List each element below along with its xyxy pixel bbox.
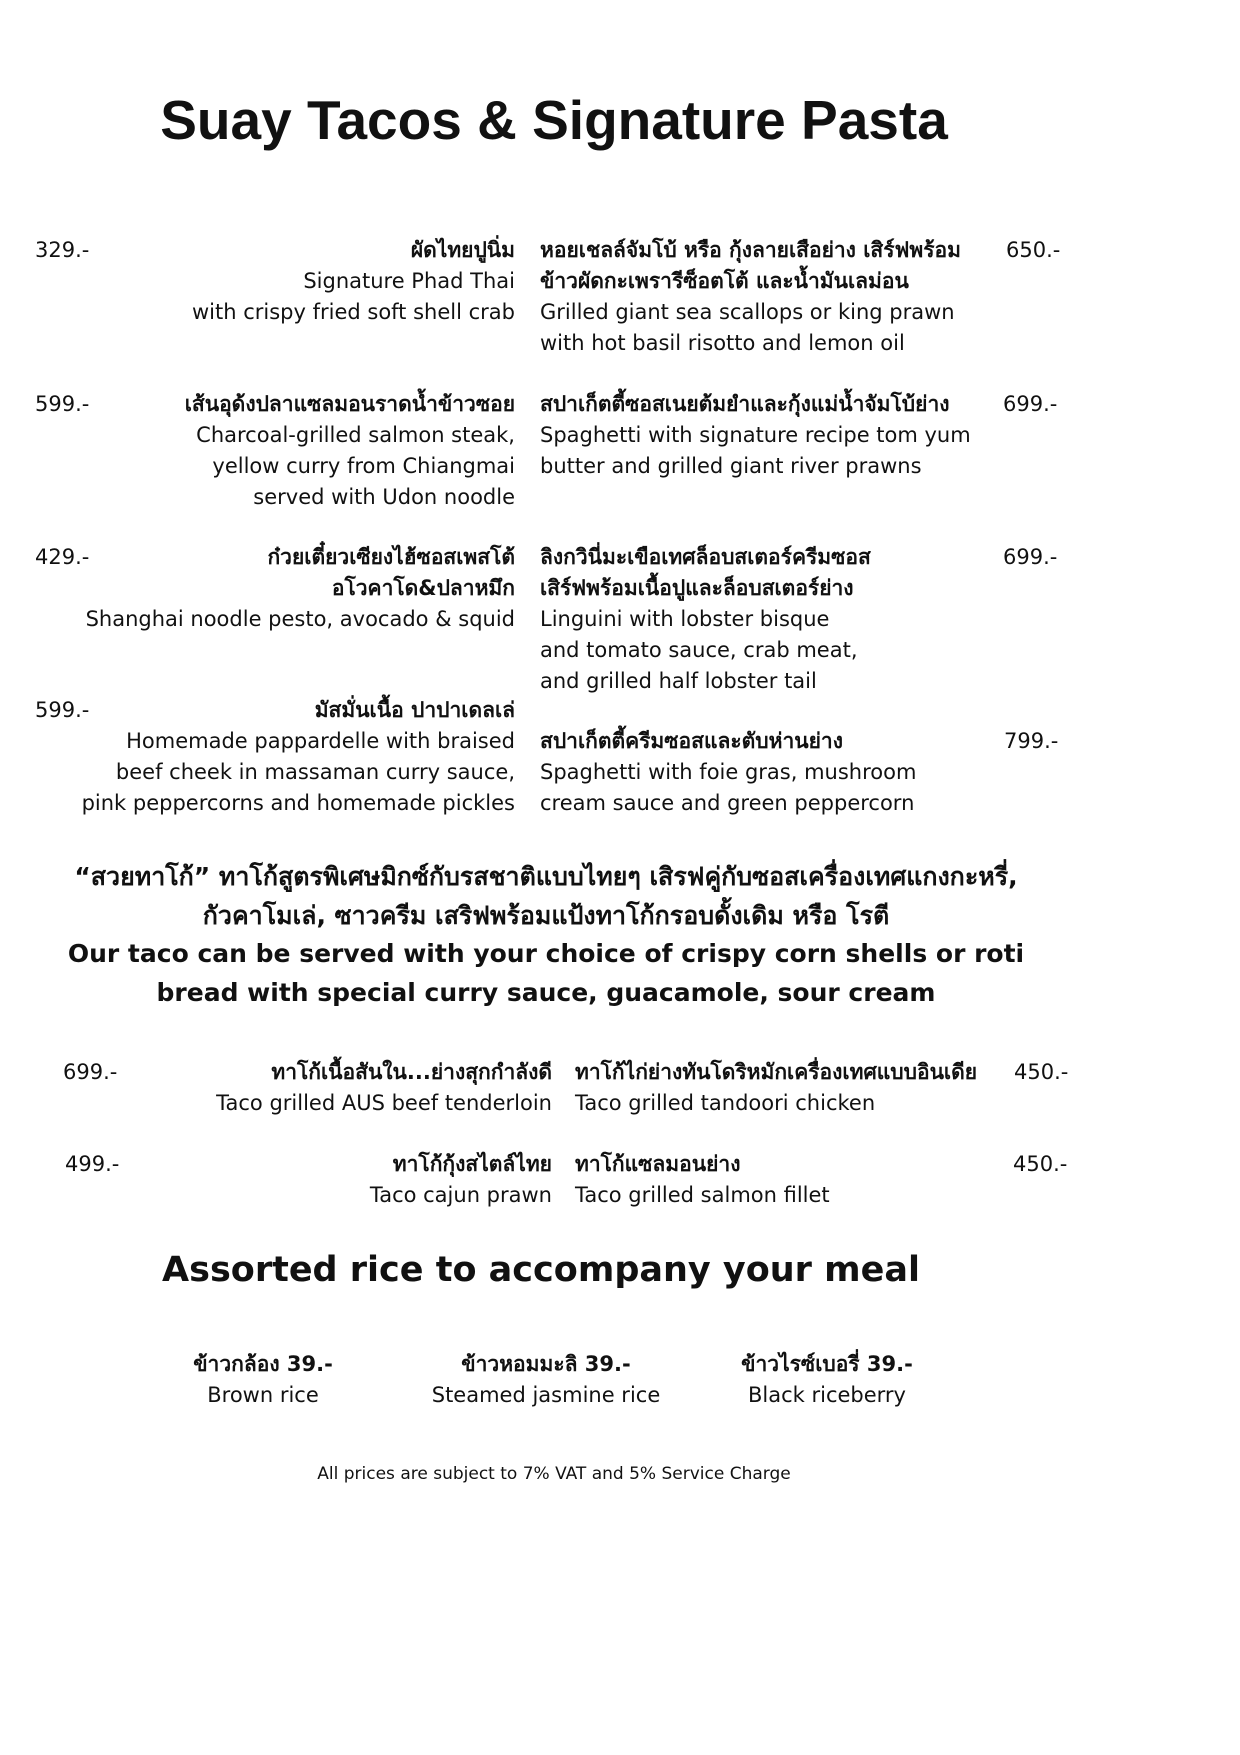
item-description: Linguini with lobster bisque: [540, 607, 830, 631]
item-thai-name: สปาเก็ตตี้ซอสเนยต้มยำและกุ้งแม่น้ำจัมโบ้ย่าง: [540, 392, 950, 416]
menu-item: [575, 1057, 977, 1119]
item-description: with crispy fried soft shell crab: [191, 300, 515, 324]
item-thai-name: ผัดไทยปูนิ่ม: [410, 238, 515, 262]
menu-item: [82, 695, 515, 819]
item-price: 499.-: [65, 1152, 120, 1176]
item-description: cream sauce and green peppercorn: [540, 791, 915, 815]
item-price: 799.-: [1004, 729, 1059, 753]
page-title: Suay Tacos & Signature Pasta: [160, 89, 948, 151]
item-description: pink peppercorns and homemade pickles: [81, 791, 515, 815]
rice-thai: ข้าวกล้อง 39.-: [193, 1352, 333, 1376]
item-price: 699.-: [1003, 545, 1058, 569]
intro-line: bread with special curry sauce, guacamole, sour cream: [156, 977, 936, 1007]
item-description: served with Udon noodle: [253, 485, 515, 509]
menu-item: [540, 235, 961, 359]
item-price: 599.-: [35, 392, 90, 416]
item-description: with hot basil risotto and lemon oil: [540, 331, 905, 355]
item-price: 429.-: [35, 545, 90, 569]
item-description: Taco grilled salmon fillet: [575, 1183, 830, 1207]
item-description: Taco grilled AUS beef tenderloin: [216, 1091, 552, 1115]
item-description: Spaghetti with signature recipe tom yum: [540, 423, 971, 447]
item-price: 450.-: [1013, 1152, 1068, 1176]
menu-item: [216, 1057, 552, 1119]
rice-item: [677, 1349, 977, 1411]
item-thai-name: ทาโก้แซลมอนย่าง: [575, 1152, 741, 1176]
item-thai-name: ทาโก้เนื้อสันใน...ย่างสุกกำลังดี: [271, 1060, 552, 1084]
rice-thai: ข้าวไรซ์เบอรี่ 39.-: [741, 1352, 913, 1376]
menu-item: [185, 389, 515, 513]
rice-item: [396, 1349, 696, 1411]
item-description: beef cheek in massaman curry sauce,: [115, 760, 515, 784]
rice-thai: ข้าวหอมมะลิ 39.-: [461, 1352, 631, 1376]
item-thai-name: มัสมั่นเนื้อ ปาปาเดลเล่: [314, 698, 515, 722]
menu-item: [86, 542, 515, 635]
intro-line: “สวยทาโก้” ทาโก้สูตรพิเศษมิกซ์กับรสชาติแบบไทยๆ เสิรฟคู่กับซอสเครื่องเทศแกงกะหรี่,: [74, 862, 1018, 891]
item-description: Taco grilled tandoori chicken: [575, 1091, 876, 1115]
item-thai-name: อโวคาโด&ปลาหมึก: [331, 576, 515, 600]
menu-item: [540, 542, 871, 697]
item-description: yellow curry from Chiangmai: [212, 454, 515, 478]
item-thai-name: หอยเชลล์จัมโบ้ หรือ กุ้งลายเสือย่าง เสิร์ฟพร้อม: [540, 238, 961, 262]
footer-note: All prices are subject to 7% VAT and 5% Service Charge: [317, 1464, 791, 1484]
item-description: Signature Phad Thai: [303, 269, 515, 293]
item-description: Grilled giant sea scallops or king prawn: [540, 300, 955, 324]
intro-line: กัวคาโมเล่, ซาวครีม เสริฟพร้อมแป้งทาโก้กรอบดั้งเดิม หรือ โรตี: [202, 900, 890, 930]
item-thai-name: ลิงกวินี่มะเขือเทศล็อบสเตอร์ครีมซอส: [540, 545, 871, 569]
item-thai-name: ข้าวผัดกะเพรารีซ็อตโต้ และน้ำมันเลม่อน: [540, 269, 909, 293]
menu-item: [575, 1149, 830, 1211]
rice-english: Black riceberry: [747, 1383, 906, 1407]
taco-intro: [0, 858, 1092, 1012]
item-thai-name: เสิร์ฟพร้อมเนื้อปูและล็อบสเตอร์ย่าง: [540, 576, 854, 600]
intro-line: Our taco can be served with your choice of crispy corn shells or roti: [67, 939, 1025, 968]
item-thai-name: ก๋วยเตี๋ยวเซียงไฮ้ซอสเพสโต้: [267, 545, 515, 569]
item-price: 450.-: [1014, 1060, 1069, 1084]
item-thai-name: สปาเก็ตตี้ครีมซอสและตับห่านย่าง: [540, 729, 843, 753]
item-price: 699.-: [1003, 392, 1058, 416]
rice-english: Steamed jasmine rice: [431, 1383, 661, 1407]
item-description: Shanghai noodle pesto, avocado & squid: [85, 607, 515, 631]
item-price: 329.-: [35, 238, 90, 262]
item-thai-name: ทาโก้ไก่ย่างทันโดริหมักเครื่องเทศแบบอินเดีย: [575, 1060, 978, 1084]
item-description: Charcoal-grilled salmon steak,: [196, 423, 515, 447]
item-description: and grilled half lobster tail: [540, 669, 817, 693]
item-description: butter and grilled giant river prawns: [540, 454, 922, 478]
item-description: and tomato sauce, crab meat,: [540, 638, 858, 662]
item-description: Homemade pappardelle with braised: [126, 729, 515, 753]
menu-item: [540, 726, 916, 819]
menu-item: [540, 389, 971, 482]
item-price: 599.-: [35, 698, 90, 722]
item-description: Taco cajun prawn: [369, 1183, 552, 1207]
item-thai-name: ทาโก้กุ้งสไตล์ไทย: [392, 1152, 552, 1176]
menu-item: [370, 1149, 552, 1211]
rice-heading: Assorted rice to accompany your meal: [162, 1250, 920, 1290]
item-thai-name: เส้นอุด้งปลาแซลมอนราดน้ำข้าวซอย: [184, 392, 515, 416]
rice-english: Brown rice: [207, 1383, 319, 1407]
menu-item: [192, 235, 515, 328]
rice-item: [113, 1349, 413, 1411]
item-description: Spaghetti with foie gras, mushroom: [540, 760, 917, 784]
item-price: 650.-: [1006, 238, 1061, 262]
item-price: 699.-: [63, 1060, 118, 1084]
